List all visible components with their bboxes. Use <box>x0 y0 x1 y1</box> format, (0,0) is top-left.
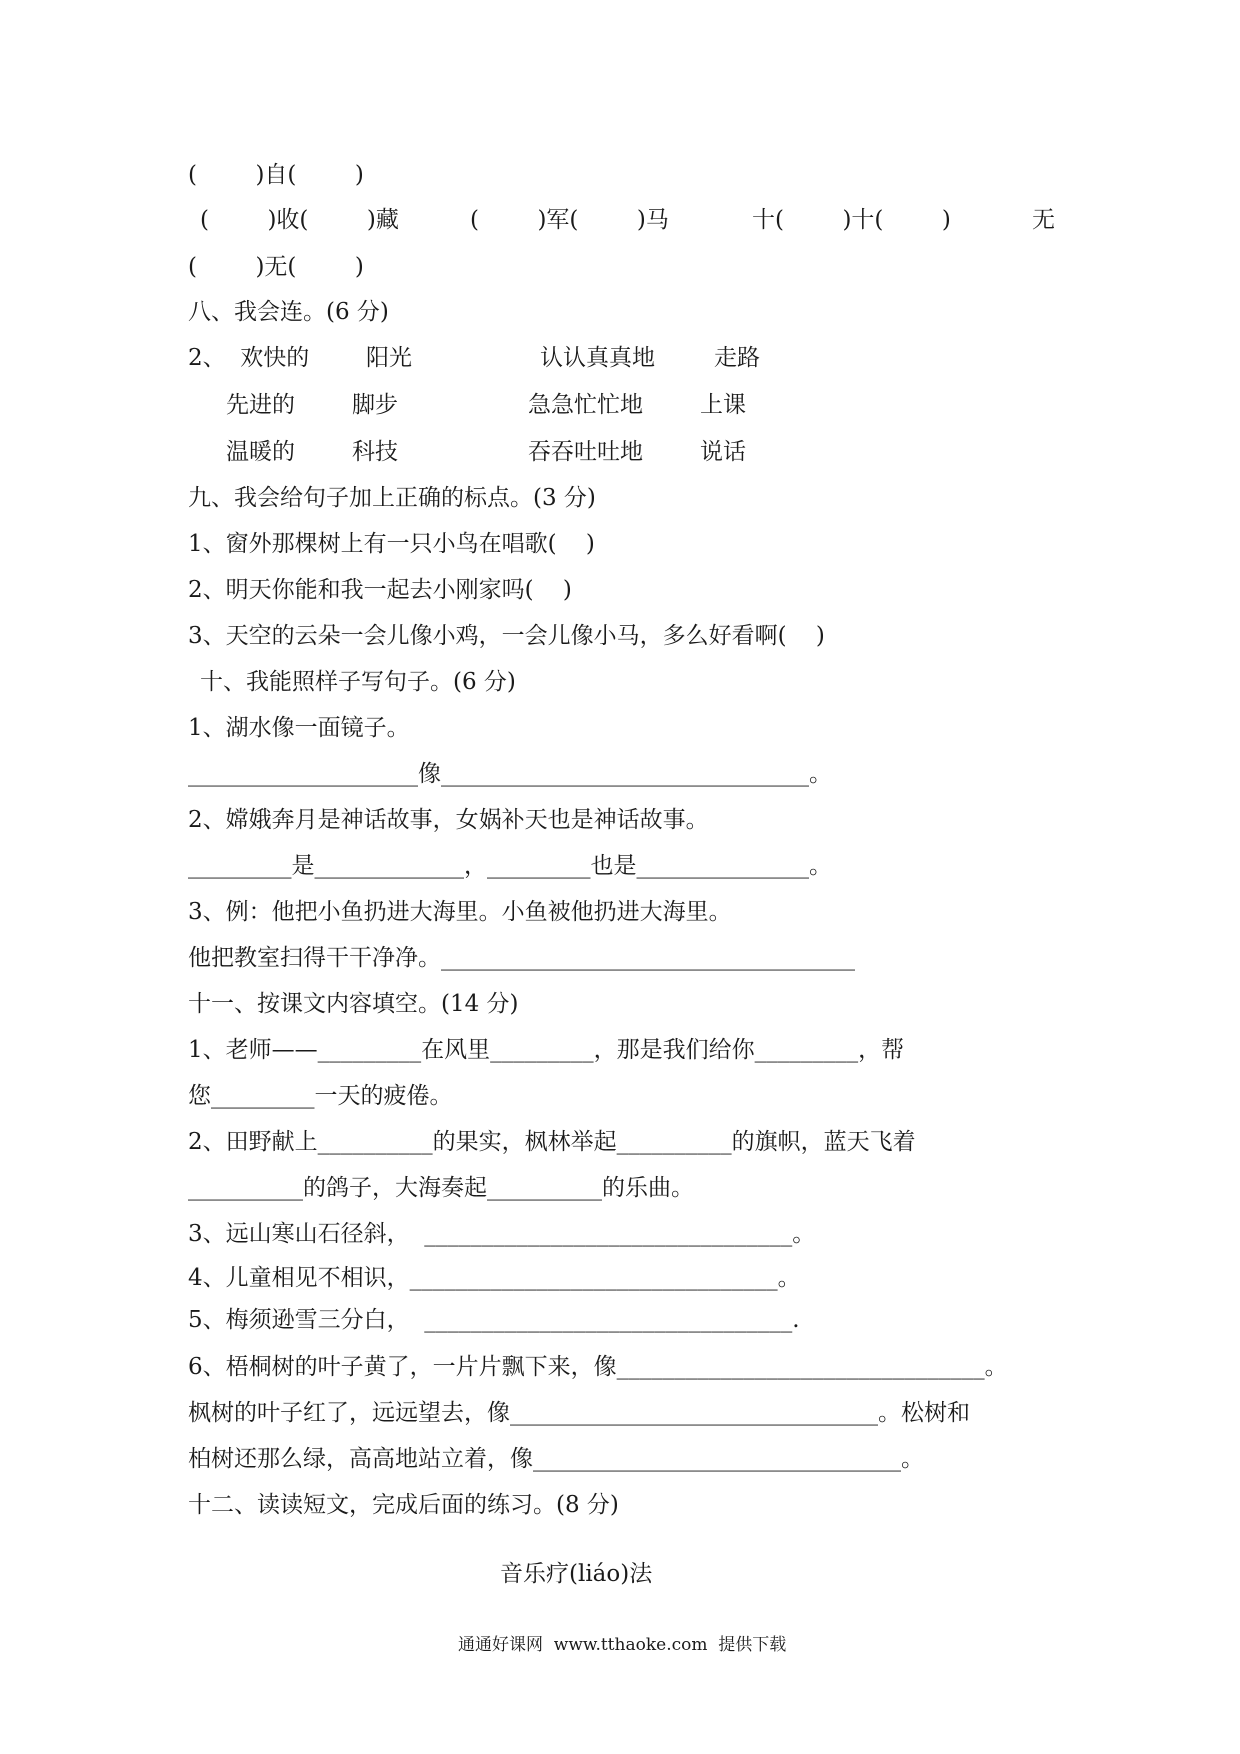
sentence-q3-blank: 他把教室扫得干干净净。____________________________________ <box>188 945 855 971</box>
idiom-junma: ( )军( )马 <box>470 207 669 233</box>
fill-q6-line1: 6、梧桐树的叶子黄了，一片片飘下来，像________________________________。 <box>188 1354 1008 1380</box>
fill-q2-line2: __________的鸽子，大海奏起__________的乐曲。 <box>188 1175 694 1201</box>
fill-q5: 5、梅须逊雪三分白， ________________________________. <box>188 1307 800 1333</box>
punct-q1: 1、窗外那棵树上有一只小鸟在唱歌( ) <box>188 531 595 557</box>
fill-q6-line2: 枫树的叶子红了，远远望去，像________________________________。松树和 <box>188 1400 970 1426</box>
fill-q4: 4、儿童相见不相识，________________________________。 <box>188 1265 801 1291</box>
idiom-wu: 无 <box>1032 207 1055 233</box>
idiom-shishi: 十( )十( ) <box>752 207 951 233</box>
page-footer: 通通好课网 www.tthaoke.com 提供下载 <box>458 1635 787 1655</box>
punct-q2: 2、明天你能和我一起去小刚家吗( ) <box>188 577 572 603</box>
sentence-q2: 2、嫦娥奔月是神话故事，女娲补天也是神话故事。 <box>188 807 709 833</box>
sentence-q1-blank: ____________________像________________________________。 <box>188 761 832 787</box>
fill-q3: 3、远山寒山石径斜， ________________________________。 <box>188 1221 816 1247</box>
punct-q3: 3、天空的云朵一会儿像小鸡，一会儿像小马，多么好看啊( ) <box>188 623 825 649</box>
match-adverb-2: 急急忙忙地 <box>528 392 643 418</box>
idiom-line-3: ( )无( ) <box>188 254 364 280</box>
match-right-3: 科技 <box>352 439 398 465</box>
section-8-title: 八、我会连。(6 分) <box>188 299 389 325</box>
sentence-q2-blank: _________是_____________，_________也是_______________。 <box>188 853 832 879</box>
match-adverb-1: 认认真真地 <box>540 345 655 371</box>
match-right-2: 脚步 <box>352 392 398 418</box>
match-left-3: 温暖的 <box>226 439 295 465</box>
match-verb-2: 上课 <box>700 392 746 418</box>
match-adverb-3: 吞吞吐吐地 <box>528 439 643 465</box>
idiom-shoucang: ( )收( )藏 <box>200 207 399 233</box>
passage-title: 音乐疗(liáo)法 <box>500 1561 653 1587</box>
fill-q6-line3: 柏树还那么绿，高高地站立着，像________________________________。 <box>188 1446 924 1472</box>
section-11-title: 十一、按课文内容填空。(14 分) <box>188 991 519 1017</box>
section-10-title: 十、我能照样子写句子。(6 分) <box>200 669 516 695</box>
idiom-line-1: ( )自( ) <box>188 162 364 188</box>
sentence-q1: 1、湖水像一面镜子。 <box>188 715 410 741</box>
section-12-title: 十二、读读短文，完成后面的练习。(8 分) <box>188 1492 619 1518</box>
match-right-1: 阳光 <box>366 345 412 371</box>
fill-q1-line1: 1、老师——_________在风里_________，那是我们给你_________，帮 <box>188 1037 905 1063</box>
section-9-title: 九、我会给句子加上正确的标点。(3 分) <box>188 485 596 511</box>
match-left-1: 2、 欢快的 <box>188 345 310 371</box>
match-left-2: 先进的 <box>226 392 295 418</box>
fill-q2-line1: 2、田野献上__________的果实，枫林举起__________的旗帜，蓝天飞着 <box>188 1129 916 1155</box>
fill-q1-line2: 您_________一天的疲倦。 <box>188 1083 453 1109</box>
match-verb-3: 说话 <box>700 439 746 465</box>
match-verb-1: 走路 <box>714 345 760 371</box>
sentence-q3: 3、例：他把小鱼扔进大海里。小鱼被他扔进大海里。 <box>188 899 732 925</box>
